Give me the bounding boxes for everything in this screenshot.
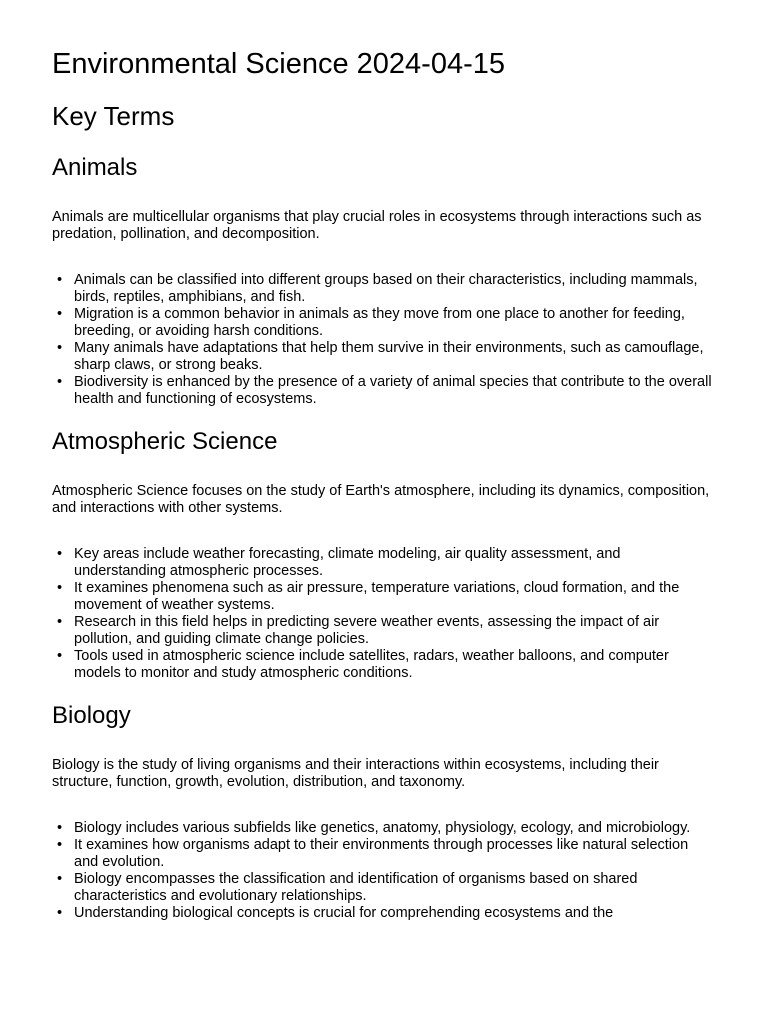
bullet-icon: • <box>57 580 63 596</box>
section-biology <box>52 700 716 922</box>
section-intro: Atmospheric Science focuses on the study of Earth's atmosphere, including its dynamics, composition, and interactions with other systems. <box>52 483 710 516</box>
list-item-text: It examines phenomena such as air pressure, temperature variations, cloud formation, and the movement of weather systems. <box>74 580 680 613</box>
list-item-text: Tools used in atmospheric science include satellites, radars, weather balloons, and computer models to monitor and study atmospheric conditions. <box>74 648 669 681</box>
bullet-icon: • <box>57 340 63 356</box>
list-item <box>57 648 716 682</box>
list-item <box>57 272 716 306</box>
section-intro: Animals are multicellular organisms that play crucial roles in ecosystems through interactions such as predation, pollination, and decomposition. <box>52 209 702 242</box>
list-item <box>57 837 716 871</box>
section-heading: Animals <box>52 154 138 181</box>
document-page <box>52 44 716 966</box>
list-item-text: Key areas include weather forecasting, climate modeling, air quality assessment, and understanding atmospheric processes. <box>74 546 621 579</box>
bullet-icon: • <box>57 905 63 921</box>
list-item-text: It examines how organisms adapt to their environments through processes like natural selection and evolution. <box>74 837 689 870</box>
bullet-icon: • <box>57 272 63 288</box>
bullet-list <box>52 820 716 922</box>
list-item <box>57 306 716 340</box>
bullet-icon: • <box>57 837 63 853</box>
list-item <box>57 820 716 837</box>
list-item-text: Biology encompasses the classification and identification of organisms based on shared characteristics and evolutionary relationships. <box>74 871 638 904</box>
list-item <box>57 614 716 648</box>
section-atmospheric-science <box>52 426 716 682</box>
list-item <box>57 871 716 905</box>
bullet-icon: • <box>57 614 63 630</box>
list-item-text: Biology includes various subfields like genetics, anatomy, physiology, ecology, and microbiology. <box>74 820 691 836</box>
list-item-text: Research in this field helps in predicting severe weather events, assessing the impact of air pollution, and guiding climate change policies. <box>74 614 660 647</box>
bullet-list <box>52 272 716 408</box>
section-intro: Biology is the study of living organisms and their interactions within ecosystems, including their structure, function, growth, evolution, distribution, and taxonomy. <box>52 757 659 790</box>
section-heading: Atmospheric Science <box>52 428 278 455</box>
list-item <box>57 374 716 408</box>
list-item-text: Migration is a common behavior in animals as they move from one place to another for feeding, breeding, or avoiding harsh conditions. <box>74 306 685 339</box>
bullet-icon: • <box>57 374 63 390</box>
bullet-icon: • <box>57 871 63 887</box>
bullet-icon: • <box>57 546 63 562</box>
list-item <box>57 340 716 374</box>
bullet-icon: • <box>57 648 63 664</box>
list-item <box>57 580 716 614</box>
key-terms-heading: Key Terms <box>52 101 175 131</box>
bullet-icon: • <box>57 820 63 836</box>
section-animals <box>52 152 716 408</box>
list-item-text: Many animals have adaptations that help them survive in their environments, such as camouflage, sharp claws, or strong beaks. <box>74 340 704 373</box>
list-item <box>57 546 716 580</box>
bullet-list <box>52 546 716 682</box>
document-title: Environmental Science 2024-04-15 <box>52 48 505 80</box>
section-heading: Biology <box>52 702 131 729</box>
list-item-text: Biodiversity is enhanced by the presence of a variety of animal species that contribute to the overall health and functioning of ecosystems. <box>74 374 712 407</box>
list-item-text: Animals can be classified into different groups based on their characteristics, including mammals, birds, reptiles, amphibians, and fish. <box>74 272 698 305</box>
bullet-icon: • <box>57 306 63 322</box>
list-item-text: Understanding biological concepts is crucial for comprehending ecosystems and the <box>74 905 614 921</box>
list-item <box>57 905 716 922</box>
